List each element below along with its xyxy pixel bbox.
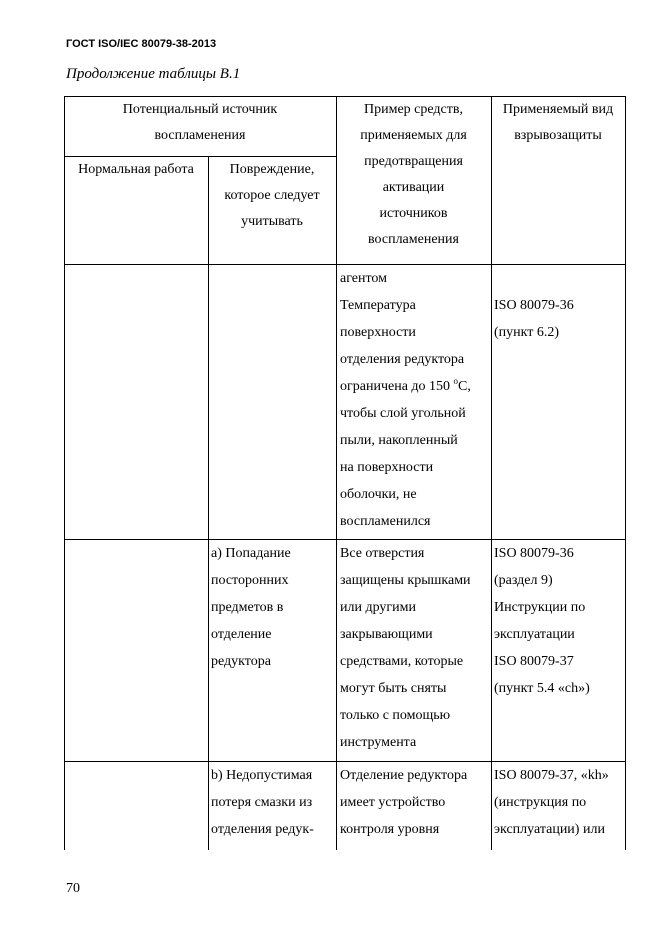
temperature-unit: С,: [458, 379, 471, 394]
header-line: Пример средств,: [364, 102, 463, 117]
cell-line: ISO 80079-37, «kh»: [494, 768, 609, 783]
row2-damage-cell: [211, 540, 335, 675]
cell-line: предметов в: [211, 600, 284, 615]
header-line: воспламенения: [368, 232, 459, 247]
header-protection-type: [491, 97, 625, 149]
header-damage: [208, 157, 336, 235]
cell-line: Отделение редуктора: [340, 768, 468, 783]
header-line: которое следует: [224, 188, 320, 203]
cell-line: ISO 80079-36: [494, 298, 574, 313]
degree-sign: о: [453, 376, 459, 386]
cell-line: b) Недопустимая: [211, 768, 313, 783]
cell-line: отделения редук-: [211, 822, 314, 837]
header-line: Повреждение,: [229, 162, 315, 177]
header-line: источников: [379, 206, 448, 221]
header-line: взрывозащиты: [514, 128, 602, 143]
cell-line: (раздел 9): [494, 573, 553, 588]
cell-line: или другими: [340, 600, 416, 615]
row3-measure-cell: [340, 762, 490, 843]
cell-line: Все отверстия: [340, 546, 425, 561]
header-line: Применяемый вид: [502, 102, 614, 117]
cell-line: Температура: [340, 298, 416, 313]
cell-line: имеет устройство: [340, 795, 446, 810]
header-line: применяемых для: [360, 128, 467, 143]
cell-line: редуктора: [211, 654, 271, 669]
cell-line: эксплуатации: [494, 627, 575, 642]
cell-line: [494, 265, 624, 292]
cell-line: Инструкции по: [494, 600, 586, 615]
cell-line: на поверхности: [340, 460, 434, 475]
cell-line: чтобы слой угольной: [340, 406, 466, 421]
cell-line: оболочки, не: [340, 487, 417, 502]
header-line: Нормальная работа: [78, 162, 194, 177]
cell-line: (пункт 5.4 «ch»): [494, 681, 590, 696]
table-caption: Продолжение таблицы В.1: [66, 66, 241, 82]
cell-line: поверхности: [340, 325, 416, 340]
header-line: Потенциальный источник: [122, 102, 278, 117]
cell-line: отделение: [211, 627, 272, 642]
cell-line: посторонних: [211, 573, 289, 588]
table-rule: [208, 156, 209, 850]
table-rule: [491, 96, 492, 850]
cell-line: только с помощью: [340, 708, 451, 723]
cell-line: (инструкция по: [494, 795, 587, 810]
header-normal-operation: [64, 157, 208, 183]
row2-measure-cell: [340, 540, 490, 756]
doc-header: ГОСТ ISO/IEC 80079-38-2013: [66, 38, 217, 50]
row2-protection-cell: [494, 540, 624, 702]
cell-line: защищены крышками: [340, 573, 471, 588]
row3-damage-cell: [211, 762, 335, 843]
cell-line: ISO 80079-36: [494, 546, 574, 561]
header-line: предотвращения: [364, 154, 463, 169]
cell-line: могут быть сняты: [340, 681, 447, 696]
cell-line: контроля уровня: [340, 822, 440, 837]
cell-line: воспламенился: [340, 514, 431, 529]
cell-line: (пункт 6.2): [494, 325, 560, 340]
cell-line: закрывающими: [340, 627, 433, 642]
cell-line: пыли, накопленный: [340, 433, 458, 448]
cell-line: средствами, которые: [340, 654, 464, 669]
table-rule: [64, 96, 65, 850]
header-ignition-source: [64, 97, 336, 149]
cell-line: инструмента: [340, 735, 417, 750]
row1-protection-cell: [494, 265, 624, 346]
cell-line: отделения редуктора: [340, 352, 465, 367]
cell-line: [340, 373, 490, 400]
cell-line: эксплуатации) или: [494, 822, 605, 837]
page-number: 70: [66, 881, 80, 896]
row3-protection-cell: [494, 762, 624, 843]
header-prevention-measures: [336, 97, 491, 253]
cell-line: ISO 80079-37: [494, 654, 574, 669]
table-rule: [625, 96, 626, 850]
cell-line: а) Попадание: [211, 546, 291, 561]
header-line: активации: [382, 180, 445, 195]
temperature-text: ограничена до 150: [340, 379, 454, 394]
header-line: учитывать: [241, 214, 303, 229]
header-line: воспламенения: [154, 128, 246, 143]
cell-line: потеря смазки из: [211, 795, 313, 810]
cell-line: агентом: [340, 271, 388, 286]
row1-measure-cell: [340, 265, 490, 535]
